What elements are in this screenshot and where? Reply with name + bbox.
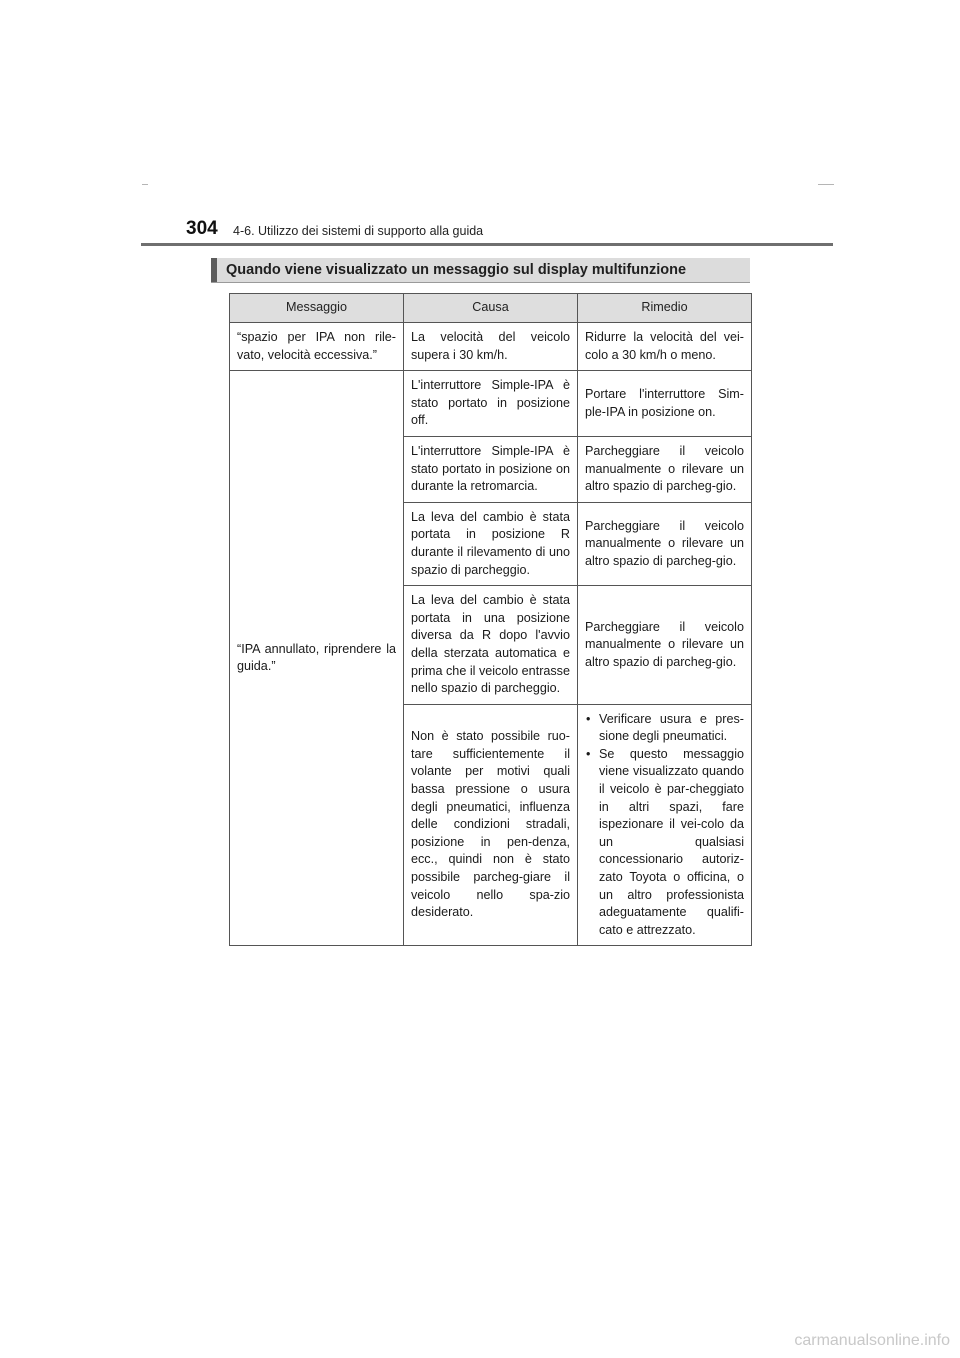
cause-cell: La velocità del veicolo supera i 30 km/h.: [404, 323, 578, 371]
message-cell: “spazio per IPA non rile-vato, velocità eccessiva.”: [230, 323, 404, 371]
crop-mark-left: [142, 184, 148, 185]
section-underline: [211, 282, 750, 283]
cause-cell: La leva del cambio è stata portata in posizione R durante il rilevamento di uno spazio di parcheggio.: [404, 502, 578, 585]
table-header-row: [230, 294, 752, 323]
remedy-cell: [578, 704, 752, 946]
crop-mark-right: [818, 184, 834, 185]
chapter-title: 4-6. Utilizzo dei sistemi di supporto alla guida: [233, 224, 484, 238]
cause-cell: La leva del cambio è stata portata in una posizione diversa da R dopo l'avvio della sterzata automatica e prima che il veicolo entrasse nello spazio di parcheggio.: [404, 586, 578, 705]
message-cell: “IPA annullato, riprendere la guida.”: [230, 371, 404, 946]
watermark: carmanualsonline.info: [794, 1332, 950, 1349]
header-messaggio: Messaggio: [230, 294, 404, 323]
header-rule: [141, 243, 833, 246]
remedy-cell: Parcheggiare il veicolo manualmente o rilevare un altro spazio di parcheg-gio.: [578, 436, 752, 502]
section-heading: [211, 258, 750, 282]
list-item: • Se questo messaggio viene visualizzato quando il veicolo è par-cheggiato in altri spazi, fare ispezionare il vei-colo da un qualsiasi concessionario autoriz-zato Toyota o officina, o un altro professionista adeguatamente qualifi-cato e attrezzato.: [585, 746, 744, 940]
header-rimedio: Rimedio: [578, 294, 752, 323]
list-item: • Verificare usura e pres-sione degli pneumatici.: [585, 711, 744, 746]
cause-cell: L'interruttore Simple-IPA è stato portato in posizione off.: [404, 371, 578, 437]
remedy-cell: Ridurre la velocità del vei-colo a 30 km/h o meno.: [578, 323, 752, 371]
message-table: [229, 293, 752, 946]
page-number: 304: [186, 218, 218, 239]
remedy-cell: Parcheggiare il veicolo manualmente o rilevare un altro spazio di parcheg-gio.: [578, 502, 752, 585]
section-title: Quando viene visualizzato un messaggio sul display multifunzione: [226, 262, 687, 278]
header-causa: Causa: [404, 294, 578, 323]
remedy-cell: Parcheggiare il veicolo manualmente o rilevare un altro spazio di parcheg-gio.: [578, 586, 752, 705]
cause-cell: Non è stato possibile ruo-tare sufficientemente il volante per motivi quali bassa pressione o usura degli pneumatici, influenza delle condizioni stradali, posizione in pen-denza, ecc., quindi non è stato possibile parcheg-giare il veicolo nello spa-zio desiderato.: [404, 704, 578, 946]
remedy-bullet-list: [585, 711, 744, 940]
cause-cell: L'interruttore Simple-IPA è stato portato in posizione on durante la retromarcia.: [404, 436, 578, 502]
table-row: [230, 323, 752, 371]
remedy-cell: Portare l'interruttore Sim-ple-IPA in posizione on.: [578, 371, 752, 437]
table-row: [230, 371, 752, 437]
